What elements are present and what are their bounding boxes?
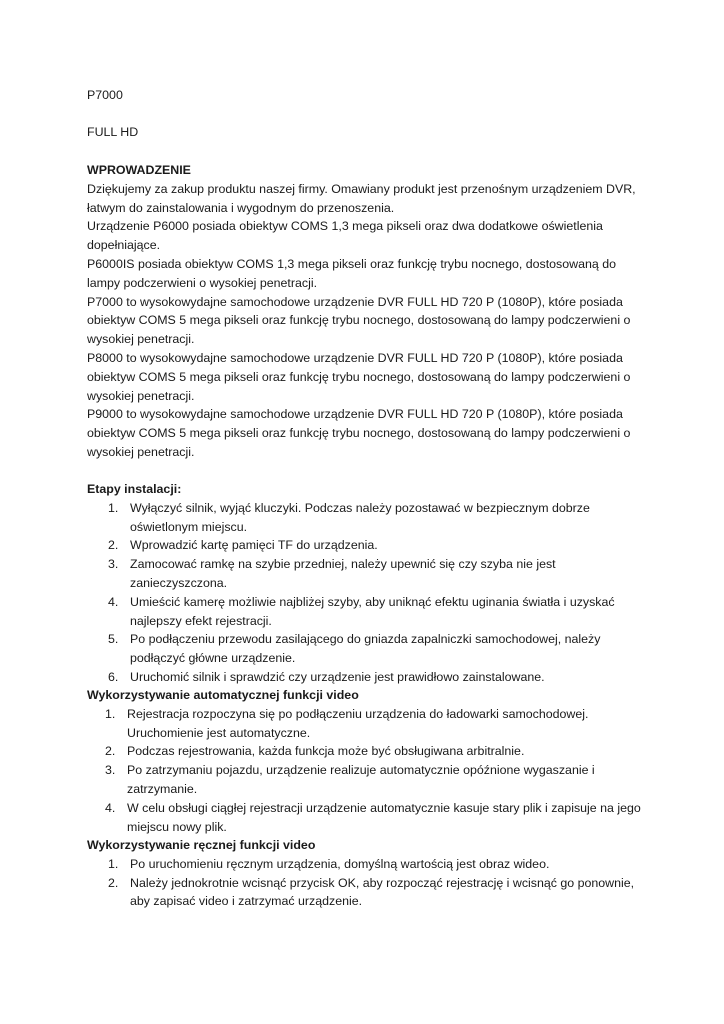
installation-heading: Etapy instalacji:	[87, 482, 182, 496]
intro-section	[87, 161, 647, 462]
list-item	[87, 630, 647, 668]
list-text: W celu obsługi ciągłej rejestracji urządzenie automatycznie kasuje stary plik i zapisuje na jego miejscu nowy plik.	[127, 800, 641, 834]
list-item	[87, 555, 647, 593]
auto-video-section	[87, 686, 647, 836]
list-number: 3.	[105, 763, 116, 778]
list-number: 2.	[105, 744, 116, 759]
list-text: Wyłączyć silnik, wyjąć kluczyki. Podczas należy pozostawać w bezpiecznym dobrze oświetlonym miejscu.	[130, 500, 590, 534]
list-item	[87, 742, 647, 761]
manual-video-steps	[87, 855, 647, 911]
auto-video-heading: Wykorzystywanie automatycznej funkcji video	[87, 688, 359, 702]
list-item	[87, 593, 647, 631]
list-item	[87, 705, 647, 743]
intro-paragraph: P8000 to wysokowydajne samochodowe urządzenie DVR FULL HD 720 P (1080P), które posiada obiektyw COMS 5 mega pikseli oraz funkcję trybu nocnego, dostosowaną do lampy podczerwieni o wysokiej penetracji.	[87, 350, 631, 403]
list-item	[87, 499, 647, 537]
list-text: Rejestracja rozpoczyna się po podłączeniu urządzenia do ładowarki samochodowej. Uruchomienie jest automatyczne.	[127, 706, 589, 740]
list-number: 1.	[108, 500, 119, 515]
list-item	[87, 761, 647, 799]
installation-section	[87, 480, 647, 687]
list-text: Należy jednokrotnie wcisnąć przycisk OK, aby rozpocząć rejestrację i wcisnąć go ponownie, aby zapisać video i zatrzymać urządzenie.	[130, 875, 635, 909]
auto-video-steps	[87, 705, 647, 837]
resolution-title: FULL HD	[87, 125, 139, 139]
list-number: 6.	[108, 669, 119, 684]
list-text: Wprowadzić kartę pamięci TF do urządzenia.	[130, 538, 378, 553]
list-item	[87, 536, 647, 555]
list-text: Zamocować ramkę na szybie przedniej, należy upewnić się czy szyba nie jest zanieczyszczona.	[130, 557, 556, 590]
list-text: Podczas rejestrowania, każda funkcja może być obsługiwana arbitralnie.	[127, 744, 525, 759]
list-text: Umieścić kamerę możliwie najbliżej szyby, aby uniknąć efektu uginania światła i uzyskać najlepszy efekt rejestracji.	[130, 594, 615, 628]
list-text: Po zatrzymaniu pojazdu, urządzenie realizuje automatycznie opóźnione wygaszanie i zatrzymanie.	[127, 763, 595, 796]
intro-heading: WPROWADZENIE	[87, 163, 191, 177]
list-number: 1.	[105, 706, 116, 721]
list-number: 2.	[108, 875, 119, 890]
list-number: 4.	[108, 594, 119, 609]
list-text: Po podłączeniu przewodu zasilającego do gniazda zapalniczki samochodowej, należy podłączyć główne urządzenie.	[130, 632, 601, 666]
list-number: 3.	[108, 557, 119, 572]
list-item	[87, 855, 647, 874]
intro-paragraph: P9000 to wysokowydajne samochodowe urządzenie DVR FULL HD 720 P (1080P), które posiada obiektyw COMS 5 mega pikseli oraz funkcję trybu nocnego, dostosowaną do lampy podczerwieni o wysokiej penetracji.	[87, 407, 631, 459]
manual-video-section	[87, 836, 647, 911]
intro-paragraph: Dziękujemy za zakup produktu naszej firmy. Omawiany produkt jest przenośnym urządzeniem DVR, łatwym do zainstalowania i wygodnym do przenoszenia.	[87, 181, 636, 215]
manual-video-heading: Wykorzystywanie ręcznej funkcji video	[87, 838, 316, 852]
list-text: Po uruchomieniu ręcznym urządzenia, domyślną wartością jest obraz wideo.	[130, 856, 550, 871]
intro-paragraph: Urządzenie P6000 posiada obiektyw COMS 1,3 mega pikseli oraz dwa dodatkowe oświetlenia dopełniające.	[87, 219, 603, 253]
list-number: 2.	[108, 538, 119, 553]
intro-paragraph: P7000 to wysokowydajne samochodowe urządzenie DVR FULL HD 720 P (1080P), które posiada obiektyw COMS 5 mega pikseli oraz funkcję trybu nocnego, dostosowaną do lampy podczerwieni o wysokiej penetracji.	[87, 294, 631, 347]
list-item	[87, 799, 647, 837]
list-item	[87, 874, 647, 912]
installation-steps	[87, 499, 647, 687]
list-number: 5.	[108, 632, 119, 647]
list-item	[87, 668, 647, 687]
list-number: 4.	[105, 800, 116, 815]
list-text: Uruchomić silnik i sprawdzić czy urządzenie jest prawidłowo zainstalowane.	[130, 669, 545, 684]
intro-paragraph: P6000IS posiada obiektyw COMS 1,3 mega pikseli oraz funkcję trybu nocnego, dostosowaną do lampy podczerwieni o wysokiej penetracji.	[87, 256, 616, 290]
list-number: 1.	[108, 856, 119, 871]
model-title: P7000	[87, 88, 123, 102]
